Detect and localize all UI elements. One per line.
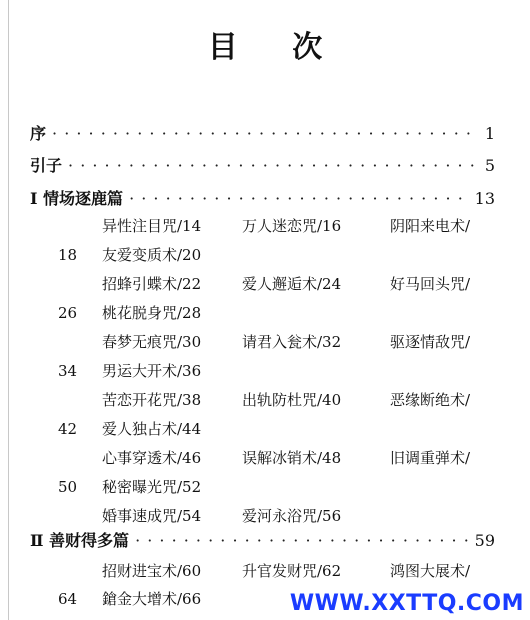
toc-item[interactable]: 爱人邂逅术/24 — [242, 275, 342, 293]
toc-item[interactable]: 好马回头咒/ — [390, 275, 471, 293]
page-left-edge — [8, 0, 9, 620]
toc-row — [58, 244, 242, 265]
toc-entry-preface[interactable] — [30, 121, 495, 144]
toc-entry-label: 引子 — [30, 156, 63, 175]
toc-item[interactable]: 男运大开术/36 — [102, 362, 202, 380]
toc-row — [58, 360, 242, 381]
toc-item[interactable]: 友爱变质术/20 — [102, 246, 202, 264]
toc-row — [58, 505, 390, 526]
toc-section-heading[interactable] — [30, 528, 495, 551]
toc-item[interactable]: 误解冰销术/48 — [242, 449, 342, 467]
toc-item[interactable]: 招财进宝术/60 — [102, 562, 202, 580]
toc-row — [58, 588, 242, 609]
toc-item[interactable]: 春梦无痕咒/30 — [102, 333, 202, 351]
toc-row — [58, 418, 242, 439]
toc-section-heading[interactable] — [30, 186, 495, 209]
toc-item[interactable]: 旧调重弹术/ — [390, 449, 471, 467]
toc-item[interactable]: 婚事速成咒/54 — [102, 507, 202, 525]
toc-entry-page: 5 — [484, 156, 495, 175]
toc-row — [58, 273, 470, 294]
toc-item[interactable]: 驱逐情敌咒/ — [390, 333, 471, 351]
toc-row — [58, 476, 242, 497]
toc-item[interactable]: 万人迷恋咒/16 — [242, 217, 342, 235]
toc-item[interactable]: 阴阳来电术/ — [390, 217, 471, 235]
toc-row — [58, 447, 470, 468]
dot-leader — [129, 189, 469, 208]
toc-entry-label: 序 — [30, 124, 47, 143]
row-page-continuation: 34 — [58, 362, 78, 380]
toc-item[interactable]: 桃花脱身咒/28 — [102, 304, 202, 322]
section-heading-label: Ⅱ 善财得多篇 — [30, 531, 130, 550]
toc-row — [58, 215, 470, 236]
toc-row — [58, 389, 470, 410]
toc-item[interactable]: 爱人独占术/44 — [102, 420, 202, 438]
toc-item[interactable]: 鸿图大展术/ — [390, 562, 471, 580]
row-page-continuation: 42 — [58, 420, 78, 438]
toc-item[interactable]: 出轨防杜咒/40 — [242, 391, 342, 409]
toc-item[interactable]: 心事穿透术/46 — [102, 449, 202, 467]
toc-row — [58, 302, 242, 323]
page-title: 目 次 — [207, 30, 345, 65]
toc-item[interactable]: 升官发财咒/62 — [242, 562, 342, 580]
dot-leader — [68, 156, 479, 175]
section-heading-page: 13 — [474, 189, 495, 208]
site-watermark: WWW.XXTTQ.COM — [289, 591, 524, 616]
toc-item[interactable]: 招蜂引蝶术/22 — [102, 275, 202, 293]
toc-row — [58, 560, 470, 581]
row-page-continuation: 50 — [58, 478, 78, 496]
toc-item[interactable]: 苦恋开花咒/38 — [102, 391, 202, 409]
toc-item[interactable]: 异性注目咒/14 — [102, 217, 202, 235]
toc-item[interactable]: 秘密曝光咒/52 — [102, 478, 202, 496]
section-heading-page: 59 — [474, 531, 495, 550]
row-page-continuation: 18 — [58, 246, 78, 264]
dot-leader — [52, 124, 479, 143]
toc-entry-page: 1 — [484, 124, 495, 143]
toc-item[interactable]: 恶缘断绝术/ — [390, 391, 471, 409]
toc-item[interactable]: 请君入瓮术/32 — [242, 333, 342, 351]
row-page-continuation: 26 — [58, 304, 78, 322]
row-page-continuation: 64 — [58, 590, 78, 608]
section-heading-label: I 情场逐鹿篇 — [30, 189, 124, 208]
toc-row — [58, 331, 470, 352]
dot-leader — [135, 531, 469, 550]
toc-item[interactable]: 爱河永浴咒/56 — [242, 507, 342, 525]
toc-item[interactable]: 鎗金大增术/66 — [102, 590, 202, 608]
toc-entry-prologue[interactable] — [30, 153, 495, 176]
